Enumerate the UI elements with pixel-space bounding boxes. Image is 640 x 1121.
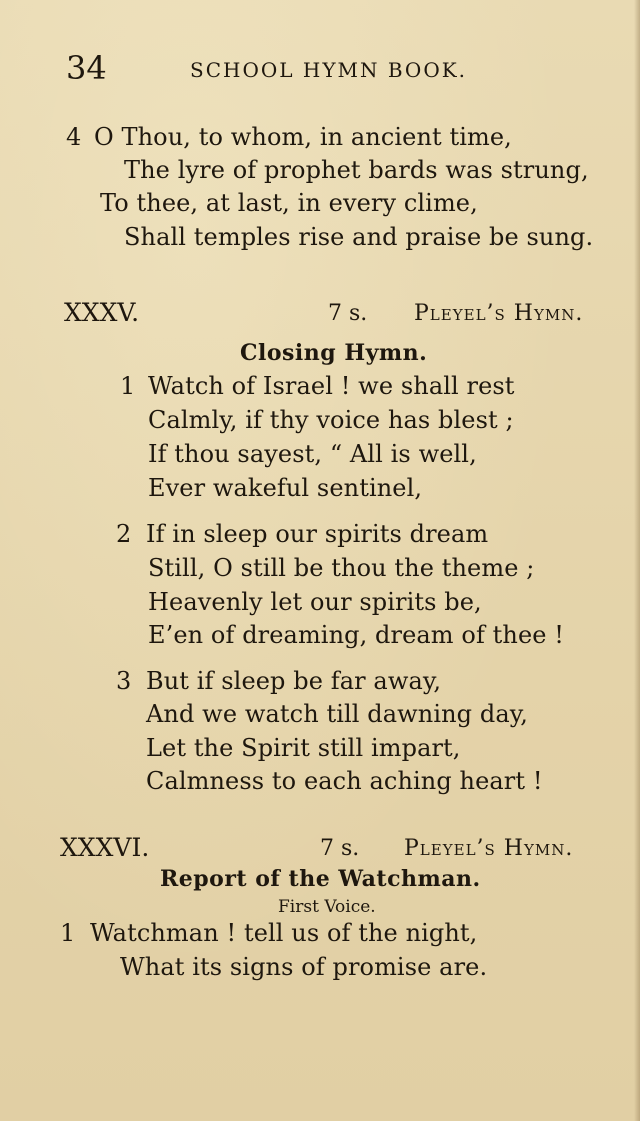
verse-line: Calmly, if thy voice has blest ; <box>148 406 514 434</box>
stanza-number: 2 <box>116 520 132 548</box>
stanza-number: 1 <box>120 372 136 400</box>
verse-line: Watchman ! tell us of the night, <box>90 919 478 947</box>
hymn-number: XXXVI. <box>60 833 150 862</box>
stanza-number: 4 <box>66 123 82 151</box>
stanza-number: 3 <box>116 667 132 695</box>
hymn-tune: Pleyel’s Hymn. <box>404 836 574 861</box>
hymn-tune: Pleyel’s Hymn. <box>414 301 584 326</box>
verse-line: Still, O still be thou the theme ; <box>148 554 535 582</box>
verse-line: And we watch till dawning day, <box>146 700 528 728</box>
stanza-number: 1 <box>60 919 76 947</box>
hymn-meter: 7 s. <box>328 301 368 326</box>
running-title: SCHOOL HYMN BOOK. <box>190 58 468 82</box>
hymn-title: Closing Hymn. <box>240 340 428 366</box>
verse-line: The lyre of prophet bards was strung, <box>124 156 589 184</box>
verse-line: Heavenly let our spirits be, <box>148 588 482 616</box>
hymn-number: XXXV. <box>64 298 140 327</box>
verse-line: Calmness to each aching heart ! <box>146 767 543 795</box>
verse-line: E’en of dreaming, dream of thee ! <box>148 621 565 649</box>
verse-line: If thou sayest, “ All is well, <box>148 440 477 468</box>
verse-line: To thee, at last, in every clime, <box>100 189 478 217</box>
verse-line: But if sleep be far away, <box>146 667 442 695</box>
verse-line: What its signs of promise are. <box>120 953 488 981</box>
verse-line: Shall temples rise and praise be sung. <box>124 223 594 251</box>
verse-line: If in sleep our spirits dream <box>146 520 489 548</box>
verse-line: O Thou, to whom, in ancient time, <box>94 123 512 151</box>
hymn-meter: 7 s. <box>320 836 360 861</box>
page-number: 34 <box>66 49 107 87</box>
verse-line: Ever wakeful sentinel, <box>148 474 423 502</box>
verse-line: Let the Spirit still impart, <box>146 734 461 762</box>
verse-line: Watch of Israel ! we shall rest <box>148 372 515 400</box>
page-edge-shadow <box>634 0 640 1121</box>
hymn-title: Report of the Watchman. <box>160 866 481 892</box>
voice-label: First Voice. <box>278 897 376 917</box>
